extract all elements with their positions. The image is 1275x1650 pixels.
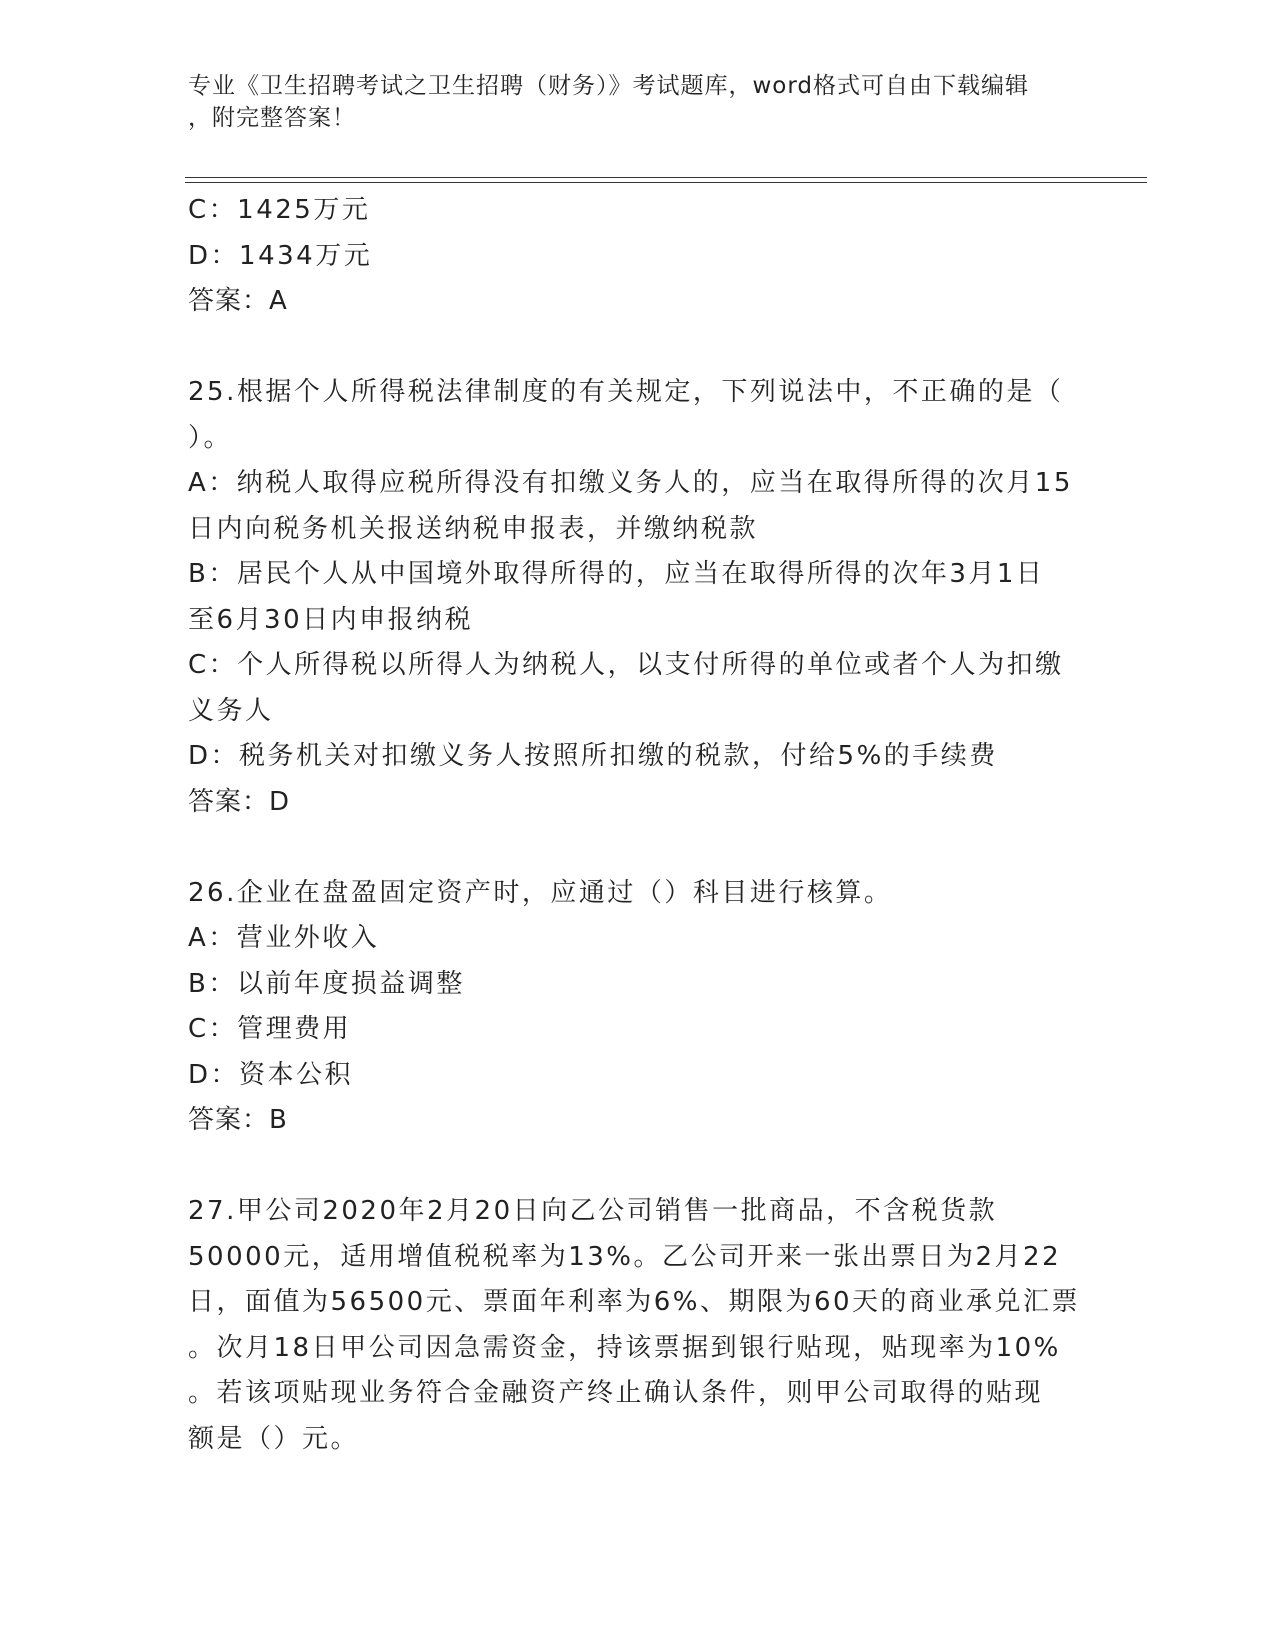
option-a-cont: 日内向税务机关报送纳税申报表，并缴纳税款 [188,513,759,544]
question-stem-cont: ）。 [188,422,233,453]
question-stem: 27.甲公司2020年2月20日向乙公司销售一批商品，不含税货款 [188,1196,998,1226]
previous-question [188,188,1088,325]
header-divider-top [185,177,1147,178]
option-c: C：1425万元 [188,195,371,225]
question-stem-cont: 。若该项贴现业务符合金融资产终止确认条件，则甲公司取得的贴现 [188,1378,1044,1408]
question-stem: 25.根据个人所得税法律制度的有关规定，下列说法中，不正确的是（ [188,377,1064,407]
option-a: A：纳税人取得应税所得没有扣缴义务人的，应当在取得所得的次月15 [188,468,1073,498]
option-d: D：税务机关对扣缴义务人按照所扣缴的税款，付给5%的手续费 [188,741,998,771]
answer: 答案：D [188,786,291,817]
option-c: C：管理费用 [188,1014,352,1044]
question-25 [188,370,1088,825]
question-stem: 26.企业在盘盈固定资产时，应通过（）科目进行核算。 [188,877,893,908]
answer: 答案：B [188,1105,288,1135]
question-26 [188,871,1088,1144]
option-a: A：营业外收入 [188,923,380,953]
option-b: B：以前年度损益调整 [188,968,465,999]
option-b: B：居民个人从中国境外取得所得的，应当在取得所得的次年3月1日 [188,559,1045,589]
question-stem-cont: 日，面值为56500元、票面年利率为6%、期限为60天的商业承兑汇票 [188,1287,1081,1317]
question-stem-cont: 。次月18日甲公司因急需资金，持该票据到银行贴现，贴现率为10% [188,1332,1061,1363]
document-body [188,188,1088,1462]
header-divider-bottom [185,182,1147,183]
document-header [188,70,1088,134]
option-d: D：资本公积 [188,1059,354,1090]
answer: 答案：A [188,286,288,316]
question-stem-cont: 50000元，适用增值税税率为13%。乙公司开来一张出票日为2月22 [188,1241,1062,1272]
header-line-2: ，附完整答案！ [188,105,356,131]
option-c: C：个人所得税以所得人为纳税人，以支付所得的单位或者个人为扣缴 [188,650,1064,680]
header-line-1: 专业《卫生招聘考试之卫生招聘（财务）》考试题库，word格式可自由下载编辑 [188,73,1030,99]
question-stem-cont: 额是（）元。 [188,1423,360,1454]
question-27 [188,1189,1088,1462]
option-d: D：1434万元 [188,240,373,271]
option-c-cont: 义务人 [188,695,274,726]
option-b-cont: 至6月30日内申报纳税 [188,604,474,635]
